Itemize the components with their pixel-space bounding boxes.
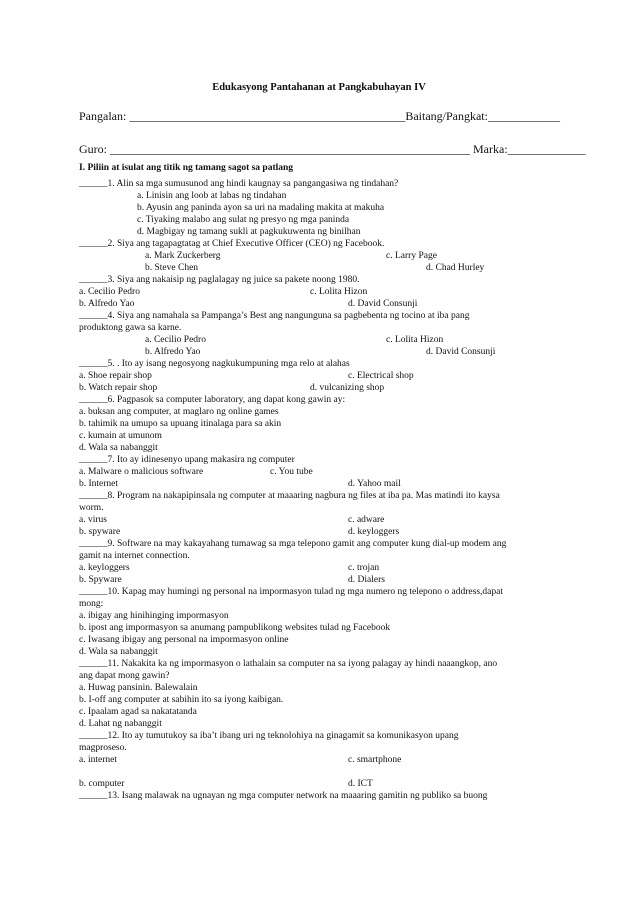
choice-line: c. trojan [348,563,380,573]
choice-line: d. ICT [348,779,373,789]
choice-line: d. Wala sa nabanggit [79,647,158,657]
choice-line: a. Cecilio Pedro [145,335,206,345]
choice-line: b. Internet [79,479,119,489]
choice-line: b. Spyware [79,575,122,585]
question-line: ______12. Ito ay tumutukoy sa iba’t ibang uri ng teknolohiya na ginagamit sa komunikasyon upang [79,731,459,741]
choice-line: b. Steve Chen [145,263,199,273]
question-line: ______1. Alin sa mga sumusunod ang hindi kaugnay sa pangangasiwa ng tindahan? [79,179,399,189]
teacher-score-field: Guro: ____________________________________________________________ Marka:_____________ [79,142,586,156]
choice-line: b. I-off ang computer at sabihin ito sa iyong kaibigan. [79,695,284,705]
worksheet-title: Edukasyong Pantahanan at Pangkabuhayan IV [212,82,426,93]
choice-line: d. David Consunji [348,299,418,309]
choice-line: d. keyloggers [348,527,400,537]
choice-line: a. Huwag pansinin. Balewalain [79,683,198,693]
question-line: ______6. Pagpasok sa computer laboratory, ang dapat kong gawin ay: [79,395,346,405]
question-line: magproseso. [79,743,127,753]
choice-line: d. Wala sa nabanggit [79,443,158,453]
choice-line: d. Yahoo mail [348,479,401,489]
choice-line: b. Watch repair shop [79,383,158,393]
choice-line: c. adware [348,515,385,525]
question-line: ______10. Kapag may humingi ng personal na impormasyon tulad ng mga numero ng telepono o address,dapat [79,587,503,597]
choice-line: a. Malware o malicious software [79,467,204,477]
choice-line: d. Magbigay ng tamang sukli at pagkukuwenta ng binilhan [137,227,361,237]
choice-line: a. ibigay ang hinihinging impormasyon [79,611,229,621]
choice-line: d. vulcanizing shop [310,383,385,393]
choice-line: c. Lolita Hizon [386,335,444,345]
name-grade-field: Pangalan: ______________________________________________Baitang/Pangkat:____________ [79,109,560,123]
choice-line: b. computer [79,779,125,789]
question-line: produktong gawa sa karne. [79,323,182,333]
choice-line: c. You tube [270,467,313,477]
choice-line: c. Electrical shop [348,371,414,381]
choice-line: a. buksan ang computer, at maglaro ng online games [79,407,279,417]
choice-line: a. virus [79,515,107,525]
question-line: ______7. Ito ay idinesenyo upang makasira ng computer [79,455,295,465]
choice-line: a. internet [79,755,117,765]
choice-line: b. Alfredo Yao [145,347,201,357]
choice-line: d. David Consunji [426,347,496,357]
question-line: ______3. Siya ang nakaisip ng paglalagay ng juice sa pakete noong 1980. [79,275,360,285]
choice-line: d. Lahat ng nabanggit [79,719,162,729]
question-line: ______8. Program na nakapipinsala ng computer at maaaring nagbura ng files at iba pa. Mas matindi ito kaysa [79,491,500,501]
question-line: mong: [79,599,104,609]
question-line: ______11. Nakakita ka ng impormasyon o lathalain sa computer na sa iyong palagay ay hindi naaangkop, ano [79,659,498,669]
question-line: worm. [79,503,104,513]
question-line: ______5. . Ito ay isang negosyong nagkukumpuning mga relo at alahas [79,359,350,369]
choice-line: a. Linisin ang loob at labas ng tindahan [137,191,287,201]
choice-line: b. tahimik na umupo sa upuang itinalaga para sa akin [79,419,282,429]
choice-line: b. spyware [79,527,121,537]
choice-line: b. Ayusin ang paninda ayon sa uri na madaling makita at makuha [137,203,385,213]
question-line: ______13. Isang malawak na ugnayan ng mga computer network na maaaring gamitin ng publiko sa buong [79,791,488,801]
question-line: ang dapat mong gawin? [79,671,170,681]
section-instruction: I. Piliin at isulat ang titik ng tamang sagot sa patlang [79,163,294,173]
choice-line: c. smartphone [348,755,402,765]
choice-line: d. Dialers [348,575,385,585]
choice-line: d. Chad Hurley [426,263,485,273]
choice-line: a. Shoe repair shop [79,371,152,381]
question-line: gamit na internet connection. [79,551,190,561]
question-line: ______9. Software na may kakayahang tumawag sa mga telepono gamit ang computer kung dial-up modem ang [79,539,507,549]
choice-line: a. Mark Zuckerberg [145,251,221,261]
choice-line: c. kumain at umunom [79,431,162,441]
choice-line: c. Ipaalam agad sa nakatatanda [79,707,197,717]
choice-line: c. Larry Page [386,251,437,261]
choice-line: c. Iwasang ibigay ang personal na impormasyon online [79,635,289,645]
choice-line: b. ipost ang impormasyon sa anumang pampublikong websites tulad ng Facebook [79,623,391,633]
question-line: ______4. Siya ang namahala sa Pampanga’s Best ang nangunguna sa pagbebenta ng tocino at iba pang [79,311,470,321]
question-line: ______2. Siya ang tagapagtatag at Chief Executive Officer (CEO) ng Facebook. [79,239,385,249]
choice-line: c. Tiyaking malabo ang sulat ng presyo ng mga paninda [137,215,350,225]
choice-line: a. keyloggers [79,563,130,573]
choice-line: c. Lolita Hizon [310,287,368,297]
choice-line: a. Cecilio Pedro [79,287,140,297]
choice-line: b. Alfredo Yao [79,299,135,309]
